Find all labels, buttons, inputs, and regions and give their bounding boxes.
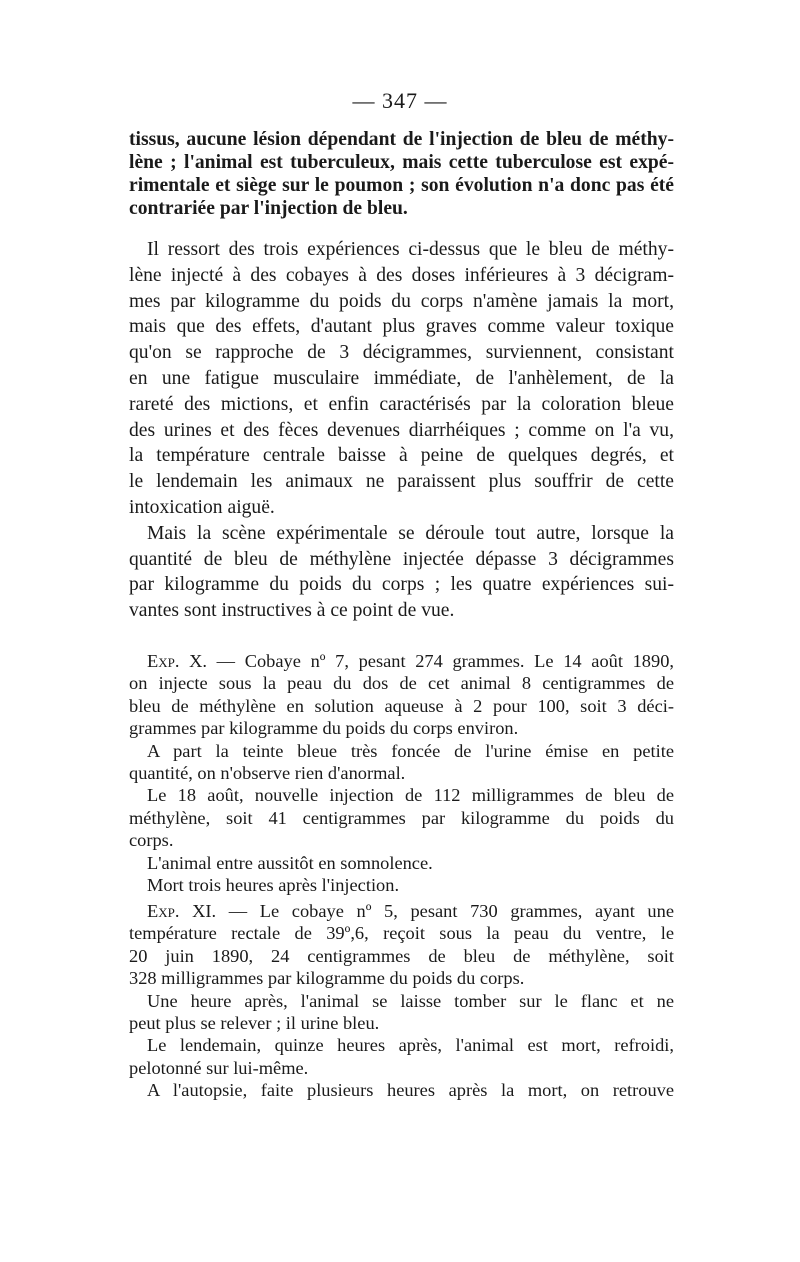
text-line: qu'on se rapproche de 3 décigrammes, surviennent, consistant <box>129 342 674 364</box>
text-line: pelotonné sur lui-même. <box>129 1057 309 1078</box>
discussion-paragraph-2 <box>129 521 674 624</box>
experiment-10 <box>129 650 674 896</box>
text-line: quantité de bleu de méthylène injectée dépasse 3 décigrammes <box>129 548 674 570</box>
text-line: la température centrale baisse à peine de quelques degrés, et <box>129 445 674 467</box>
text-line: A part la teinte bleue très foncée de l'urine émise en petite <box>147 740 674 761</box>
text-line: Le lendemain, quinze heures après, l'animal est mort, refroidi, <box>147 1035 674 1056</box>
text-line: bleu de méthylène en solution aqueuse à 2 pour 100, soit 3 déci- <box>129 695 674 716</box>
text-line: on injecte sous la peau du dos de cet animal 8 centigrammes de <box>129 673 674 694</box>
text-line: Mort trois heures après l'injection. <box>147 875 400 896</box>
text-line: quantité, on n'observe rien d'anormal. <box>129 763 406 784</box>
text-line: méthylène, soit 41 centigrammes par kilogramme du poids du <box>129 807 674 828</box>
experiment-label: Exp. X. <box>147 651 207 671</box>
text-line: en une fatigue musculaire immédiate, de l'anhèlement, de la <box>129 367 674 389</box>
text-line: 20 juin 1890, 24 centigrammes de bleu de méthylène, soit <box>129 945 674 966</box>
text-line: des urines et des fèces devenues diarrhéiques ; comme on l'a vu, <box>129 419 674 441</box>
experiment-11 <box>129 900 674 1102</box>
text-line: Mais la scène expérimentale se déroule tout autre, lorsque la <box>147 522 674 544</box>
text-line <box>129 900 674 922</box>
text-line <box>129 650 674 672</box>
page-number: — 347 — <box>352 88 448 113</box>
text-line: rimentale et siège sur le poumon ; son évolution n'a donc pas été <box>129 175 674 196</box>
text-line: grammes par kilogramme du poids du corps environ. <box>129 718 519 739</box>
text-line: mes par kilogramme du poids du corps n'amène jamais la mort, <box>129 290 674 312</box>
text-line: Une heure après, l'animal se laisse tomber sur le flanc et ne <box>147 990 674 1011</box>
text-line: le lendemain les animaux ne paraissent plus souffrir de cette <box>129 471 674 493</box>
text-line: A l'autopsie, faite plusieurs heures après la mort, on retrouve <box>147 1080 674 1101</box>
text-line: Il ressort des trois expériences ci-dessus que le bleu de méthy- <box>147 239 674 260</box>
discussion-section <box>129 237 674 624</box>
text-line: L'animal entre aussitôt en somnolence. <box>147 852 433 873</box>
text-line: lène ; l'animal est tuberculeux, mais cette tuberculose est expé- <box>129 152 674 173</box>
text-span: — Cobaye nº 7, pesant 274 grammes. Le 14 août 1890, <box>207 651 674 671</box>
text-line: intoxication aiguë. <box>129 496 275 518</box>
text-line: mais que des effets, d'autant plus graves comme valeur toxique <box>129 316 674 338</box>
text-line: rareté des mictions, et enfin caractérisés par la coloration bleue <box>129 393 674 415</box>
text-line: corps. <box>129 830 174 851</box>
text-line: Le 18 août, nouvelle injection de 112 milligrammes de bleu de <box>147 785 674 806</box>
text-line: par kilogramme du poids du corps ; les quatre expériences sui- <box>129 574 674 596</box>
continuation-paragraph <box>129 128 674 220</box>
text-line: tissus, aucune lésion dépendant de l'injection de bleu de méthy- <box>129 129 674 150</box>
text-span: — Le cobaye nº 5, pesant 730 grammes, ayant une <box>216 901 674 921</box>
text-line: 328 milligrammes par kilogramme du poids du corps. <box>129 968 525 989</box>
text-line: température rectale de 39º,6, reçoit sous la peau du ventre, le <box>129 923 674 944</box>
text-line: contrariée par l'injection de bleu. <box>129 198 408 219</box>
text-line: lène injecté à des cobayes à des doses inférieures à 3 décigram- <box>129 264 674 286</box>
text-line: vantes sont instructives à ce point de vue. <box>129 600 455 622</box>
text-line: peut plus se relever ; il urine bleu. <box>129 1013 380 1034</box>
experiment-label: Exp. XI. <box>147 901 217 921</box>
discussion-paragraph-1 <box>129 237 674 521</box>
